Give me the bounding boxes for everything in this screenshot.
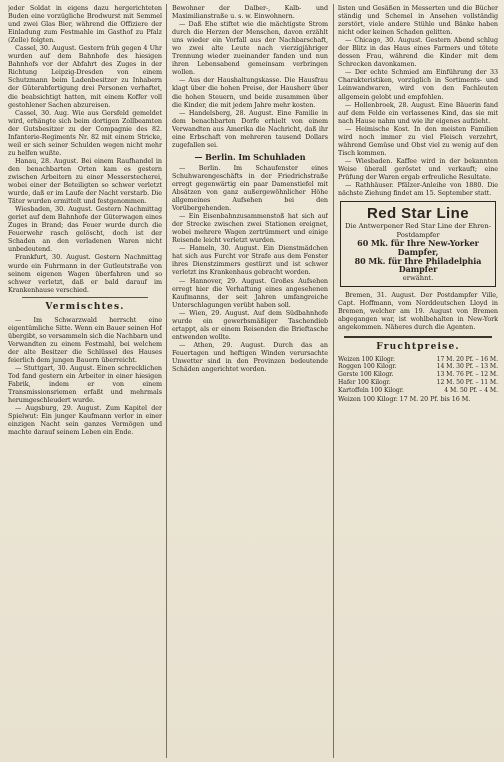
ad-price-line: 60 Mk. für Ihre New-Yorker Dampfer, <box>357 238 479 257</box>
column-rule <box>333 4 334 758</box>
article-paragraph: — Daß Ehe stiftet wie die mächtigste Strom durch die Herzen der Menschen, davon erzählt uns wieder ein Vorfall aus der Nachbarschaft, wo zwei alte Leute nach vierzigjähriger Trennung wieder zueinander fanden und nun ihren Lebensabend gemeinsam verbringen wollen. <box>172 20 328 77</box>
prices-note: Weizen 100 Kilogr. 17 M. 20 Pf. bis 16 M. <box>338 395 471 404</box>
ad-price-line: 80 Mk. für Ihre Philadelphia Dampfer <box>354 255 482 275</box>
price-values: 13 M. 76 Pf. – 12 M. <box>436 371 498 379</box>
article-paragraph: listen und Gesäßen in Messerten und die Bücher ständig und Schemel in Ansehen vollständig zerstört, viele andere Stühle und Bänke haben nicht oder keinen Schaden gelitten. <box>338 4 498 37</box>
column-rule <box>166 4 167 758</box>
ad-title: Red Star Line <box>367 205 469 223</box>
article-paragraph: — Wiesbaden. Kaffee wird in der bekannten Weise überall geröstet und verkauft; eine Prüfung der Waren ergab erfreuliche Resultate. <box>338 156 498 181</box>
article-paragraph: — Hannover, 29. August. Großes Aufsehen erregt hier die Verhaftung eines angesehenen Kaufmanns, der seit Jahren umfangreiche Unterschlagungen verübt haben soll. <box>172 276 328 309</box>
price-label: Hafer 100 Kilogr. <box>338 379 391 387</box>
section-divider <box>22 297 148 298</box>
article-paragraph: — Wien, 29. August. Auf dem Südbahnhofe wurde ein gewerbsmäßiger Taschendieb ertappt, als er einem Reisenden die Brieftasche entwenden wollte. <box>172 308 328 341</box>
advertisement-red-star-line <box>340 201 496 287</box>
article-paragraph: — Im Schwarzwald herrscht eine eigentümliche Sitte. Wenn ein Bauer seinen Hof übergibt, so versammeln sich die Nachbarn und Verwandten zu einem Festmahl, bei welchem der alte Besitzer die Schlüssel des Hauses feierlich dem jungen Bauern überreicht. <box>8 315 162 364</box>
section-heading: Vermischtes. <box>45 301 125 312</box>
article-paragraph: Hanau, 28. August. Bei einem Raufhandel in den benachbarten Orten kam es gestern zwischen Arbeitern zu einer Messerstecherei, wobei einer der Beteiligten so schwer verletzt wurde, daß er im Laufe der Nacht verstarb. Die Täter wurden ermittelt und festgenommen. <box>8 156 162 206</box>
article-paragraph: — Ein Eisenbahnzusammenstoß hat sich auf der Strecke zwischen zwei Stationen ereignet, wobei mehrere Wagen zertrümmert und einige Reisende leicht verletzt wurden. <box>172 212 328 245</box>
column-left <box>8 4 162 758</box>
price-label: Weizen 100 Kilogr. <box>338 355 395 363</box>
ad-note: erwähnt. <box>402 273 434 282</box>
article-paragraph: Cassel, 30. August. Gestern früh gegen 4 Uhr wurden auf dem Bahnhofe des hiesigen Bahnhofs vor der Abfahrt des Zuges in der Richtung Leipzig-Dresden von einem Schutzmann beim Ladenbesitzer zu Inhabern der Güterabfertigung drei Personen verhaftet, die beabsichtigt hatten, mit einem Koffer voll gestohlener Sachen abzureisen. <box>8 44 162 109</box>
price-values: 17 M. 20 Pf. – 16 M. <box>436 355 498 363</box>
price-values: 12 M. 50 Pf. – 11 M. <box>436 379 498 387</box>
article-paragraph: — Der echte Schmied am Einführung der 33 Charakteristiken, vorzüglich in Sortiments- und Leinwandwaren, wird von den Fachleuten allgemein gelobt und empfohlen. <box>338 68 498 101</box>
article-paragraph: Wiesbaden, 30. August. Gestern Nachmittag geriet auf dem Bahnhofe der Güterwagen eines Zuges in Brand; das Feuer wurde durch die Feuerwehr rasch gelöscht, doch ist der Schaden an den verladenen Waren nicht unbedeutend. <box>8 205 162 254</box>
price-row <box>338 371 498 379</box>
column-middle <box>172 4 328 758</box>
article-paragraph: — Rathhäuser. Pfälzer-Anleihe von 1880. Die nächste Ziehung findet am 15. September statt. <box>338 181 498 198</box>
price-values: 4 M. 50 Pf. – 4 M. <box>444 387 498 395</box>
article-paragraph: — Hollenbroek, 28. August. Eine Bäuerin fand auf dem Felde ein verlassenes Kind, das sie mit nach Hause nahm und wie ihr eigenes aufzieht. <box>338 100 498 125</box>
ad-subtitle: Die Antwerpener Red Star Line der Ehren-Postdampfer <box>345 222 491 239</box>
shipping-notice: Bremen, 31. August. Der Postdampfer Ville, Capt. Hoffmann, vom Norddeutschen Lloyd in Bremen, welcher am 19. August von Bremen abgegangen war, ist wohlbehalten in New-York angekommen. Näheres durch die Agenten. <box>338 291 498 332</box>
column-right <box>338 4 498 758</box>
article-paragraph: — Augsburg, 29. August. Zum Kapitel der Spielwut: Ein junger Kaufmann verlor in einer einzigen Nacht sein ganzes Vermögen und machte darauf seinem Leben ein Ende. <box>8 404 162 437</box>
article-paragraph: — Handelsberg, 28. August. Eine Familie in dem benachbarten Dorfe erhielt von einem Verwandten aus Amerika die Nachricht, daß ihr eine Erbschaft von mehreren tausend Dollars zugefallen sei. <box>172 108 328 149</box>
article-paragraph: — Stuttgart, 30. August. Einen schrecklichen Tod fand gestern ein Arbeiter in einer hiesigen Fabrik, indem er von einem Transmissionsriemen erfaßt und mehrmals herumgeschleudert wurde. <box>8 363 162 405</box>
article-paragraph: — Athen, 29. August. Durch das an Feuertagen und heftigen Winden verursachte Unwetter sind in den Provinzen bedeutende Schäden angerichtet worden. <box>172 340 328 374</box>
price-row <box>338 379 498 387</box>
price-values: 14 M. 30 Pf. – 13 M. <box>436 363 498 371</box>
article-paragraph: — Berlin. Im Schaufenster eines Schuhwarengeschäfts in der Friedrichstraße erregt gegenwärtig ein paar Damenstiefel mit Absätzen von ganz außergewöhnlicher Höhe allgemeines Aufsehen bei den Vorübergehenden. <box>172 163 328 213</box>
article-paragraph: Bewohner der Dalber-, Kalb- und Maximilianstraße u. s. w. Einwohnern. <box>172 4 328 21</box>
price-label: Roggen 100 Kilogr. <box>338 363 397 371</box>
price-label: Gerste 100 Kilogr. <box>338 371 394 379</box>
article-paragraph: Cassel, 30. Aug. Wie aus Gersfeld gemeldet wird, erhängte sich beim dortigen Zollbeamten der Gutsbesitzer zu der Compagnie des 82. Infanterie-Regiments Nr. 82 mit einem Stricke, weil er sich seiner Schulden wegen nicht mehr zu helfen wußte. <box>8 108 162 157</box>
price-row <box>338 387 498 395</box>
prices-table <box>338 356 498 396</box>
section-subheading: — Berlin. Im Schuhladen <box>194 151 306 162</box>
article-paragraph: jeder Soldat in eigens dazu hergerichteten Buden eine vorzügliche Brodwurst mit Semmel und zwei Glas Bier, während die Offiziere der Einladung zum Festmahle im Gasthof zu Pfalz (Zelle) folgten. <box>8 4 162 45</box>
price-row <box>338 356 498 364</box>
price-label: Kartoffeln 100 Kilogr. <box>338 387 404 395</box>
article-paragraph: Frankfurt, 30. August. Gestern Nachmittag wurde ein Fuhrmann in der Gutleutstraße von seinem eigenen Wagen überfahren und so schwer verletzt, daß er bald darauf im Krankenhause verschied. <box>8 253 162 294</box>
article-paragraph: — Aus der Haushaltungskasse. Die Hausfrau klagt über die hohen Preise, der Hausherr über die hohen Steuern, und beide zusammen über die Kinder, die mit jedem Jahre mehr kosten. <box>172 76 328 109</box>
section-divider <box>344 336 492 338</box>
article-paragraph: — Heimische Kost. In den meisten Familien wird noch immer zu viel Fleisch verzehrt, während Gemüse und Obst viel zu wenig auf den Tisch kommen. <box>338 124 498 157</box>
article-paragraph: — Hameln, 30. August. Ein Dienstmädchen hat sich aus Furcht vor Strafe aus dem Fenster ihres Dienstzimmers gestürzt und ist schwer verletzt ins Krankenhaus gebracht worden. <box>172 244 328 277</box>
prices-heading: Fruchtpreise. <box>376 341 460 352</box>
article-paragraph: — Chicago, 30. August. Gestern Abend schlug der Blitz in das Haus eines Farmers und tötete dessen Frau, während die Kinder mit dem Schrecken davonkamen. <box>338 36 498 69</box>
price-row <box>338 363 498 371</box>
